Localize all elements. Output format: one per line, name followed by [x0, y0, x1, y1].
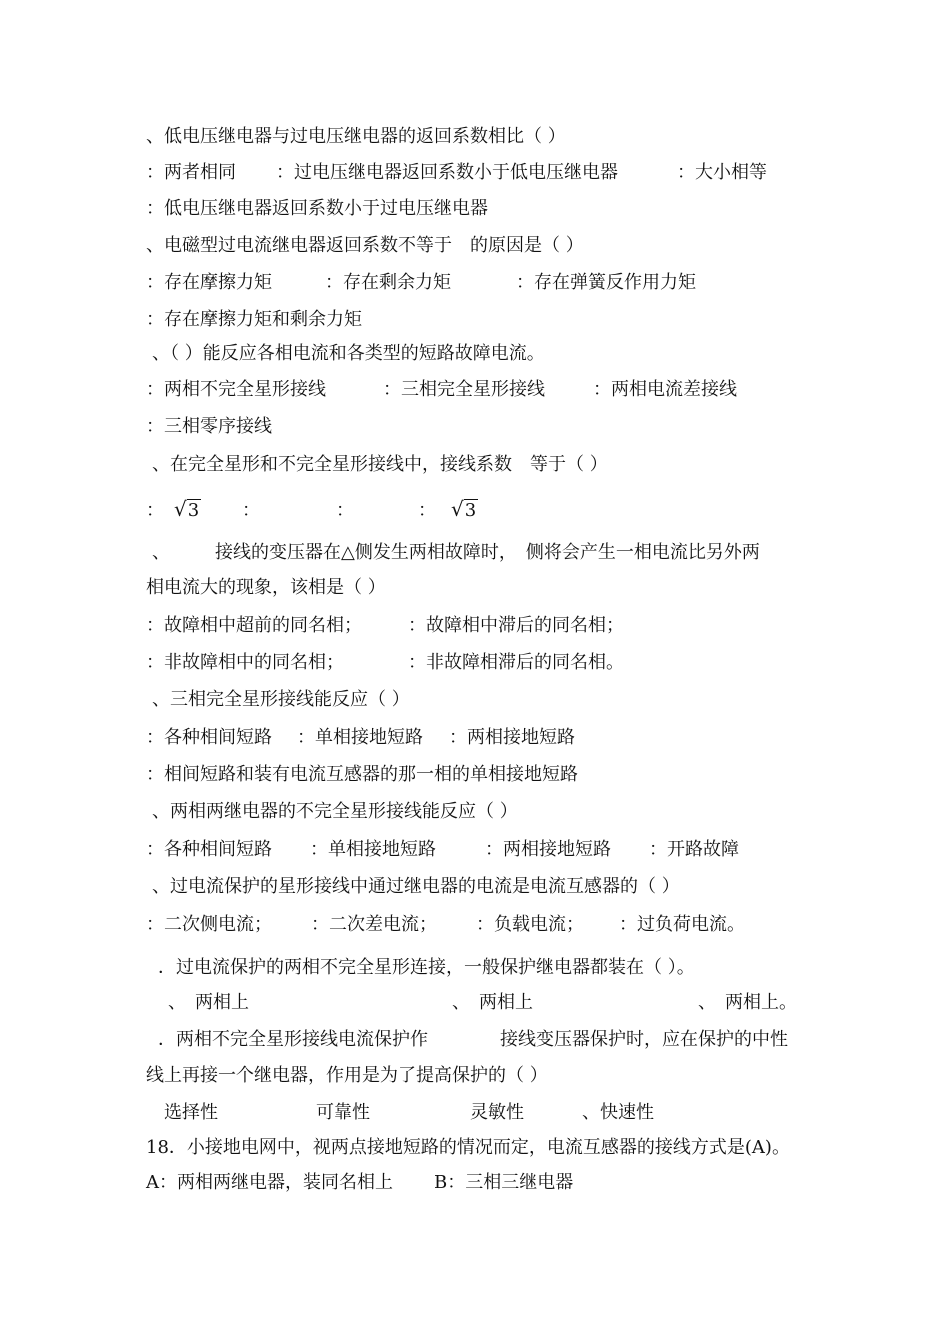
option-4c: ： — [336, 500, 354, 521]
option-8c: ：负载电流； — [476, 914, 584, 935]
option-7a: ：各种相间短路 — [146, 839, 272, 860]
option-3b: ：三相完全星形接线 — [383, 379, 545, 400]
option-7d: ：开路故障 — [649, 839, 739, 860]
question-7: 、两相两继电器的不完全星形接线能反应（ ） — [152, 801, 518, 822]
option-9b: 、 两相上 — [452, 992, 533, 1013]
option-1b: ：过电压继电器返回系数小于低电压继电器 — [276, 162, 618, 183]
option-4a: ： — [146, 500, 164, 521]
option-2b: ：存在剩余力矩 — [325, 272, 451, 293]
option-6b: ：单相接地短路 — [297, 727, 423, 748]
option-5b: ：故障相中滞后的同名相； — [408, 615, 624, 636]
question-9: ．过电流保护的两相不完全星形连接，一般保护继电器都装在（ ）。 — [158, 957, 695, 978]
sqrt-3-formula: √3 — [451, 497, 477, 521]
question-5-line-1: 、 接线的变压器在△侧发生两相故障时， 侧将会产生一相电流比另外两 — [152, 542, 760, 563]
option-2c: ：存在弹簧反作用力矩 — [516, 272, 696, 293]
option-5a: ：故障相中超前的同名相； — [146, 615, 362, 636]
option-6c: ：两相接地短路 — [449, 727, 575, 748]
option-9a: 、 两相上 — [168, 992, 249, 1013]
question-3: 、（ ）能反应各相电流和各类型的短路故障电流。 — [152, 343, 545, 364]
question-1: 、低电压继电器与过电压继电器的返回系数相比（ ） — [146, 126, 566, 147]
option-3d: ：三相零序接线 — [146, 416, 272, 437]
option-1c: ：大小相等 — [677, 162, 767, 183]
option-8d: ：过负荷电流。 — [619, 914, 745, 935]
option-7c: ：两相接地短路 — [485, 839, 611, 860]
question-4: 、在完全星形和不完全星形接线中，接线系数 等于（ ） — [152, 454, 608, 475]
option-7b: ：单相接地短路 — [310, 839, 436, 860]
question-5-line-2: 相电流大的现象，该相是（ ） — [146, 577, 386, 598]
option-5d: ：非故障相滞后的同名相。 — [408, 652, 624, 673]
option-10a: 选择性 — [164, 1102, 218, 1123]
question-18: 18．小接地电网中，视两点接地短路的情况而定，电流互感器的接线方式是(A)。 — [146, 1137, 790, 1158]
question-10-line-2: 线上再接一个继电器，作用是为了提高保护的（ ） — [146, 1065, 548, 1086]
option-3c: ：两相电流差接线 — [593, 379, 737, 400]
option-1d: ：低电压继电器返回系数小于过电压继电器 — [146, 198, 488, 219]
option-5c: ：非故障相中的同名相； — [146, 652, 344, 673]
option-4b: ： — [242, 500, 260, 521]
option-10b: 可靠性 — [316, 1102, 370, 1123]
option-18a: A：两相两继电器，装同名相上 — [146, 1172, 393, 1193]
sqrt-3-formula: √3 — [174, 497, 200, 521]
option-2a: ：存在摩擦力矩 — [146, 272, 272, 293]
option-4d: ： — [418, 500, 436, 521]
question-6: 、三相完全星形接线能反应（ ） — [152, 689, 410, 710]
option-1a: ：两者相同 — [146, 162, 236, 183]
option-8a: ：二次侧电流； — [146, 914, 272, 935]
option-8b: ：二次差电流； — [311, 914, 437, 935]
option-18b: B：三相三继电器 — [434, 1172, 574, 1193]
question-2: 、电磁型过电流继电器返回系数不等于 的原因是（ ） — [146, 235, 584, 256]
question-8: 、过电流保护的星形接线中通过继电器的电流是电流互感器的（ ） — [152, 876, 680, 897]
option-2d: ：存在摩擦力矩和剩余力矩 — [146, 309, 362, 330]
option-10c: 灵敏性 — [470, 1102, 524, 1123]
option-6d: ：相间短路和装有电流互感器的那一相的单相接地短路 — [146, 764, 578, 785]
option-6a: ：各种相间短路 — [146, 727, 272, 748]
option-10d: 、快速性 — [582, 1102, 654, 1123]
question-10-line-1: ．两相不完全星形接线电流保护作 接线变压器保护时，应在保护的中性 — [158, 1029, 788, 1050]
option-9c: 、 两相上。 — [698, 992, 797, 1013]
option-3a: ：两相不完全星形接线 — [146, 379, 326, 400]
